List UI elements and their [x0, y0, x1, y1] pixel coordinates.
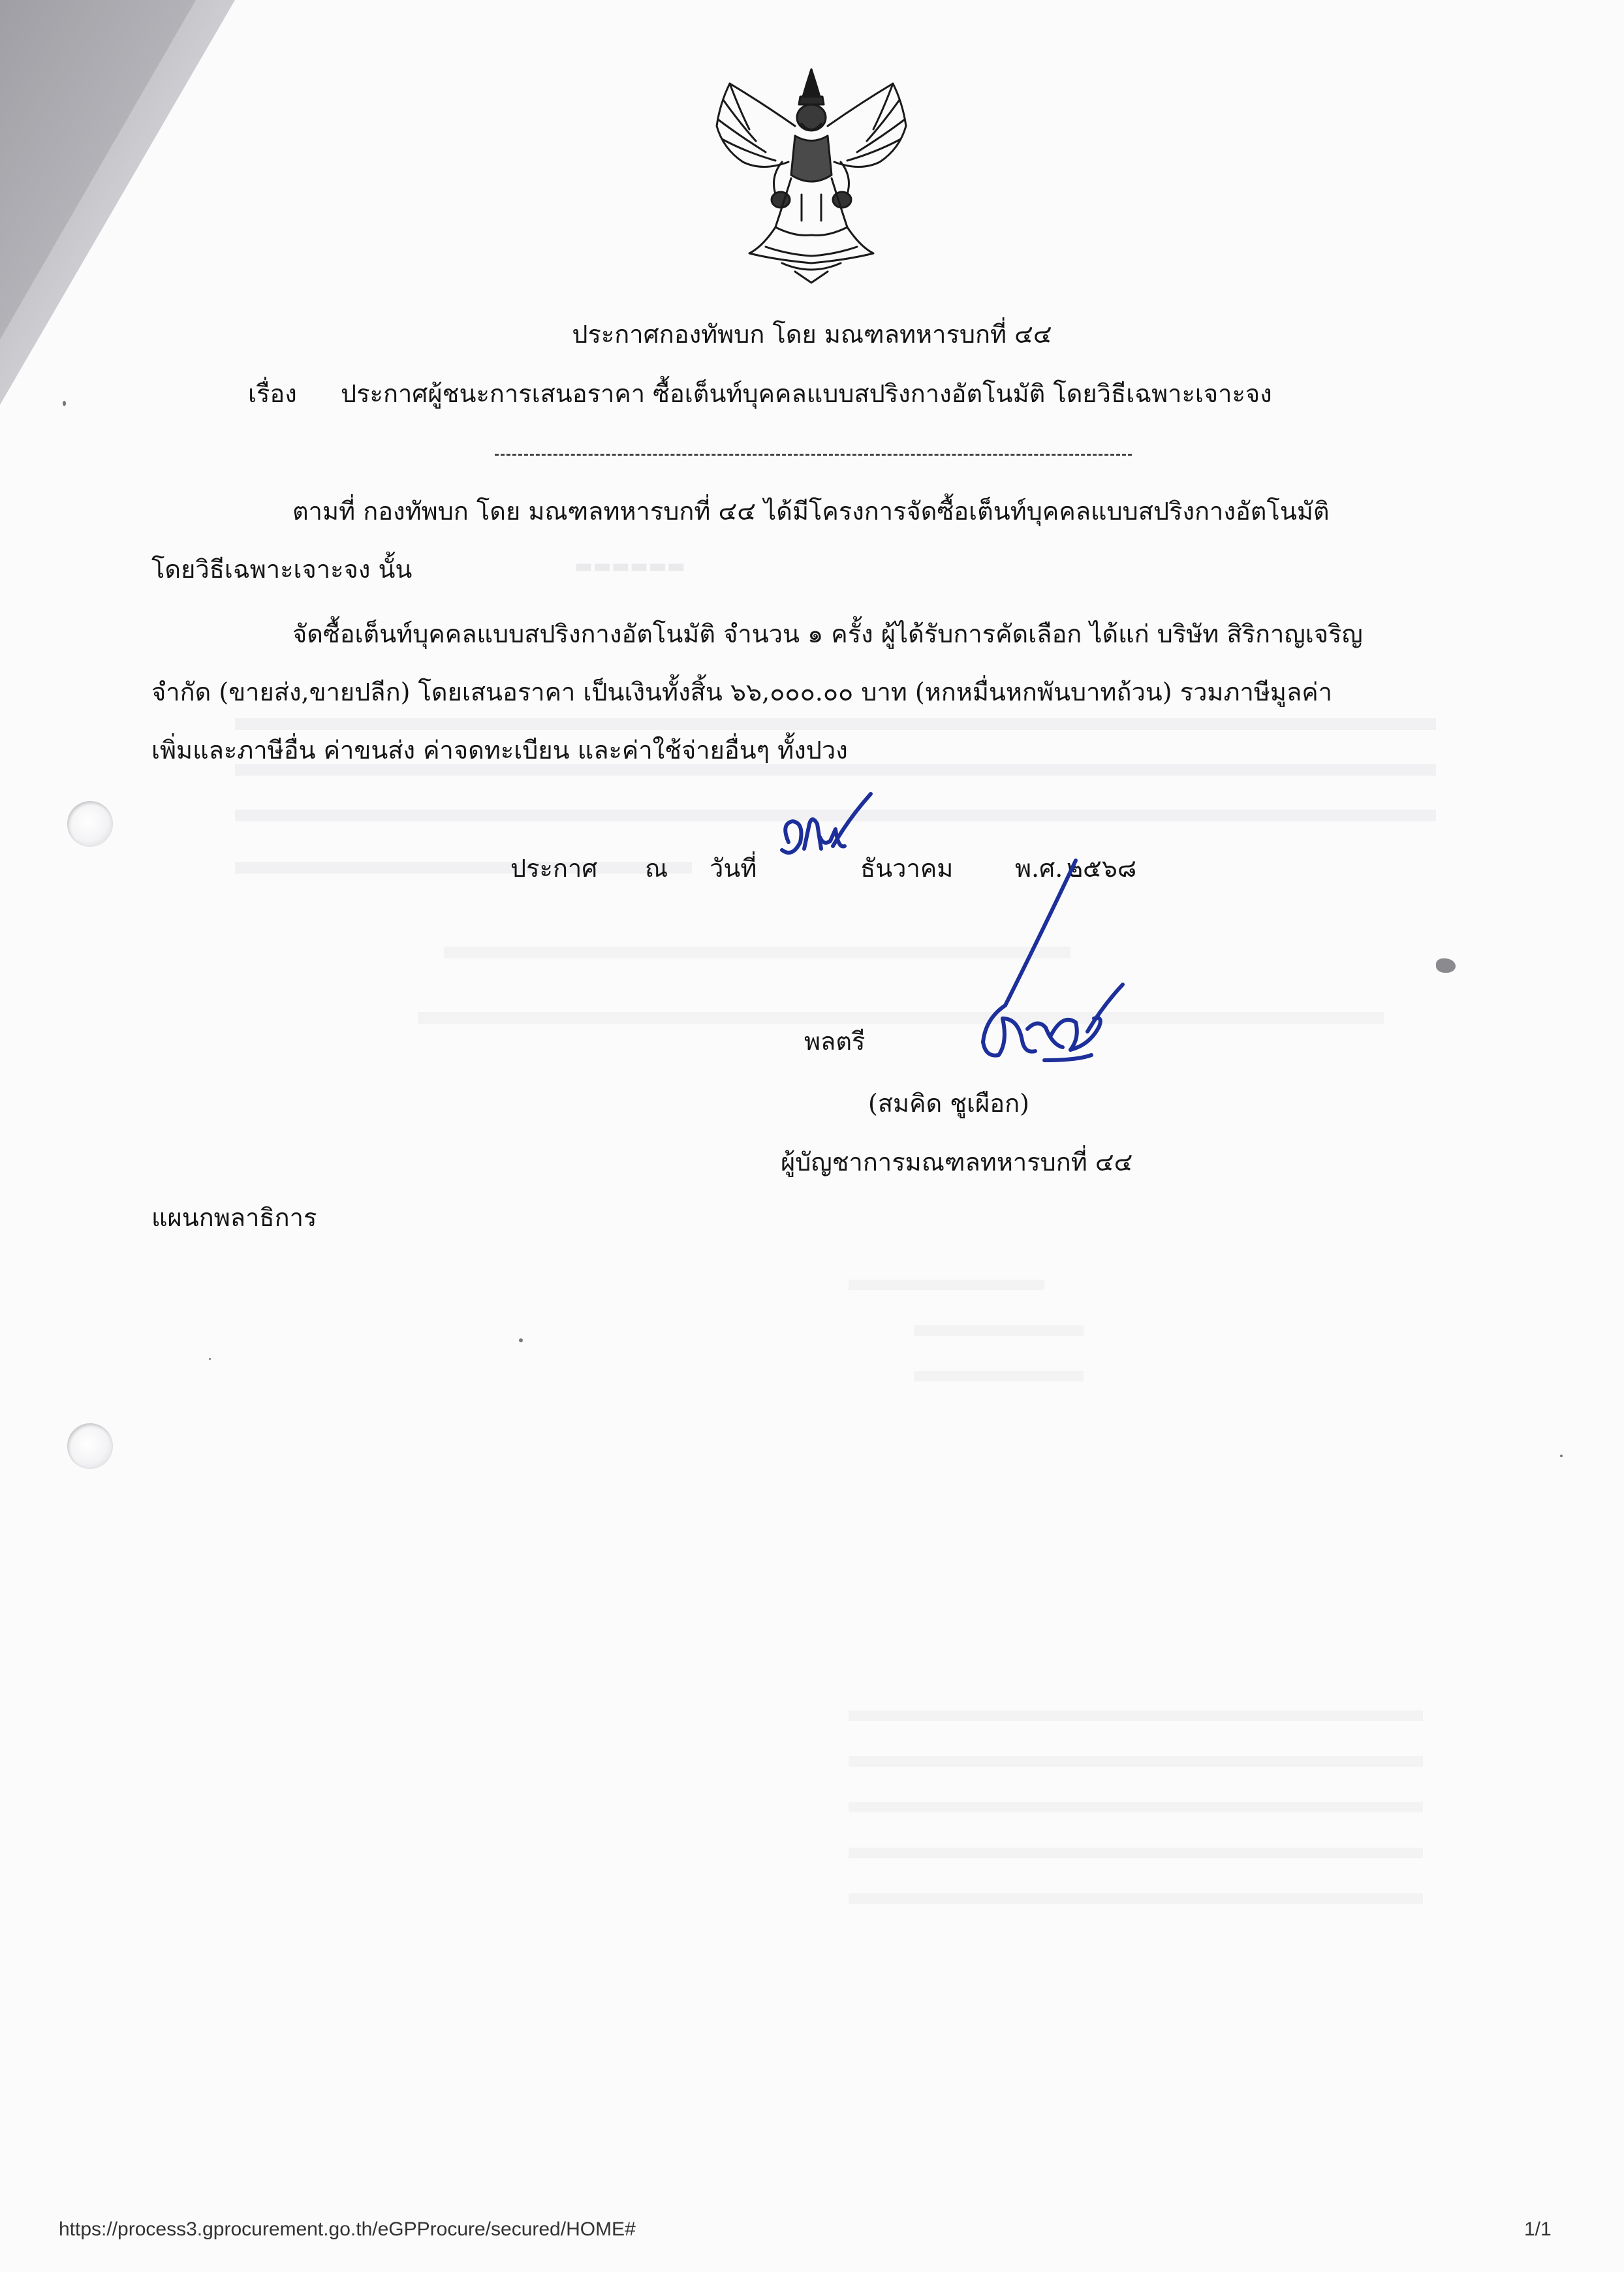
scan-speck — [209, 1358, 211, 1360]
paragraph2-line2: จำกัด (ขายส่ง,ขายปลีก) โดยเสนอราคา เป็นเงินทั้งสิ้น ๖๖,๐๐๐.๐๐ บาท (หกหมื่นหกพันบาทถ้วน) รวมภาษีมูลค่า — [151, 678, 1333, 706]
scan-speck — [519, 1338, 523, 1342]
scan-speck — [63, 401, 66, 406]
paragraph1-line1: ตามที่ กองทัพบก โดย มณฑลทหารบกที่ ๔๔ ได้มีโครงการจัดซื้อเต็นท์บุคคลแบบสปริงกางอัตโนมัติ — [292, 497, 1330, 526]
signer-position: ผู้บัญชาการมณฑลทหารบกที่ ๔๔ — [781, 1148, 1133, 1176]
separator-line — [495, 454, 1132, 456]
document-subject — [248, 374, 1449, 413]
footer-url: https://process3.gprocurement.go.th/eGPProcure/secured/HOME# — [59, 2218, 636, 2240]
department-name: แผนกพลาธิการ — [151, 1203, 317, 1232]
announce-year-label: พ.ศ. — [1015, 854, 1063, 883]
announce-month: ธันวาคม — [860, 854, 954, 883]
document-page: ▬▬▬▬▬▬ ประกาศกองทัพบก โดย มณฑลทหารบกที่ ๔๔ เรื่อง ประกาศผู้ชนะการเสนอราคา ซื้อเต็นท์บุคคลแบบสปริงกางอัตโนมัติ โดยวิธีเฉพาะเจาะจง ตามที่ กองทัพบก โดย มณฑลทหารบกที่ ๔๔ ได้มีโครงการจัดซื้อเต็นท์บุคคลแบบสปริงกางอัตโนมัติ โดยวิธีเฉพาะเจาะจง นั้น จัดซื้อเต็นท์บุคคลแบบสปริงกางอัตโนมัติ จำนวน ๑ ครั้ง ผู้ได้รับการคัดเลือก ได้แก่ บริษัท สิริกาญเจริญ จำกัด (ขายส่ง,ขายปลีก) โดยเสนอราคา เป็นเงินทั้งสิ้น ๖๖,๐๐๐.๐๐ บาท (หกหมื่นหกพันบาทถ้วน) รวมภาษีมูลค่า เพิ่มและภาษีอื่น ค่าขนส่ง ค่าจดทะเบียน และค่าใช้จ่ายอื่นๆ ทั้งปวง ประกาศ ณ วันที่ ธันวาคม พ.ศ. ๒๕๖๘ พลตรี (สมคิด ชูเผือก) ผู้บัญชาการมณฑลทหารบกที่ ๔๔ แผนกพลาธิการ https://process3.gprocurement.go.th/eGPProcure/secured/HOME# 1/1 — [0, 0, 1624, 2272]
punch-hole-top — [67, 801, 113, 847]
signer-name: (สมคิด ชูเผือก) — [868, 1089, 1029, 1118]
announce-at: ณ — [645, 854, 668, 883]
punch-hole-bottom — [67, 1423, 113, 1469]
subject-text: ประกาศผู้ชนะการเสนอราคา ซื้อเต็นท์บุคคลแบบสปริงกางอัตโนมัติ โดยวิธีเฉพาะเจาะจง — [341, 379, 1272, 408]
scan-speck — [1560, 1455, 1563, 1457]
subject-label: เรื่อง — [248, 379, 297, 408]
document-title: ประกาศกองทัพบก โดย มณฑลทหารบกที่ ๔๔ — [572, 320, 1052, 349]
garuda-emblem-icon — [704, 64, 919, 286]
signer-rank: พลตรี — [804, 1027, 866, 1056]
paragraph1-line2: โดยวิธีเฉพาะเจาะจง นั้น — [151, 555, 413, 584]
scan-speck — [1436, 958, 1456, 973]
paragraph2-line1: จัดซื้อเต็นท์บุคคลแบบสปริงกางอัตโนมัติ จำนวน ๑ ครั้ง ผู้ได้รับการคัดเลือก ได้แก่ บริษัท สิริกาญเจริญ — [292, 620, 1363, 648]
announce-day-label: วันที่ — [710, 854, 757, 883]
announce-label: ประกาศ — [510, 854, 598, 883]
paragraph2-line3: เพิ่มและภาษีอื่น ค่าขนส่ง ค่าจดทะเบียน และค่าใช้จ่ายอื่นๆ ทั้งปวง — [151, 736, 848, 765]
announce-year: ๒๕๖๘ — [1067, 854, 1137, 883]
footer-page-number: 1/1 — [1524, 2218, 1552, 2240]
